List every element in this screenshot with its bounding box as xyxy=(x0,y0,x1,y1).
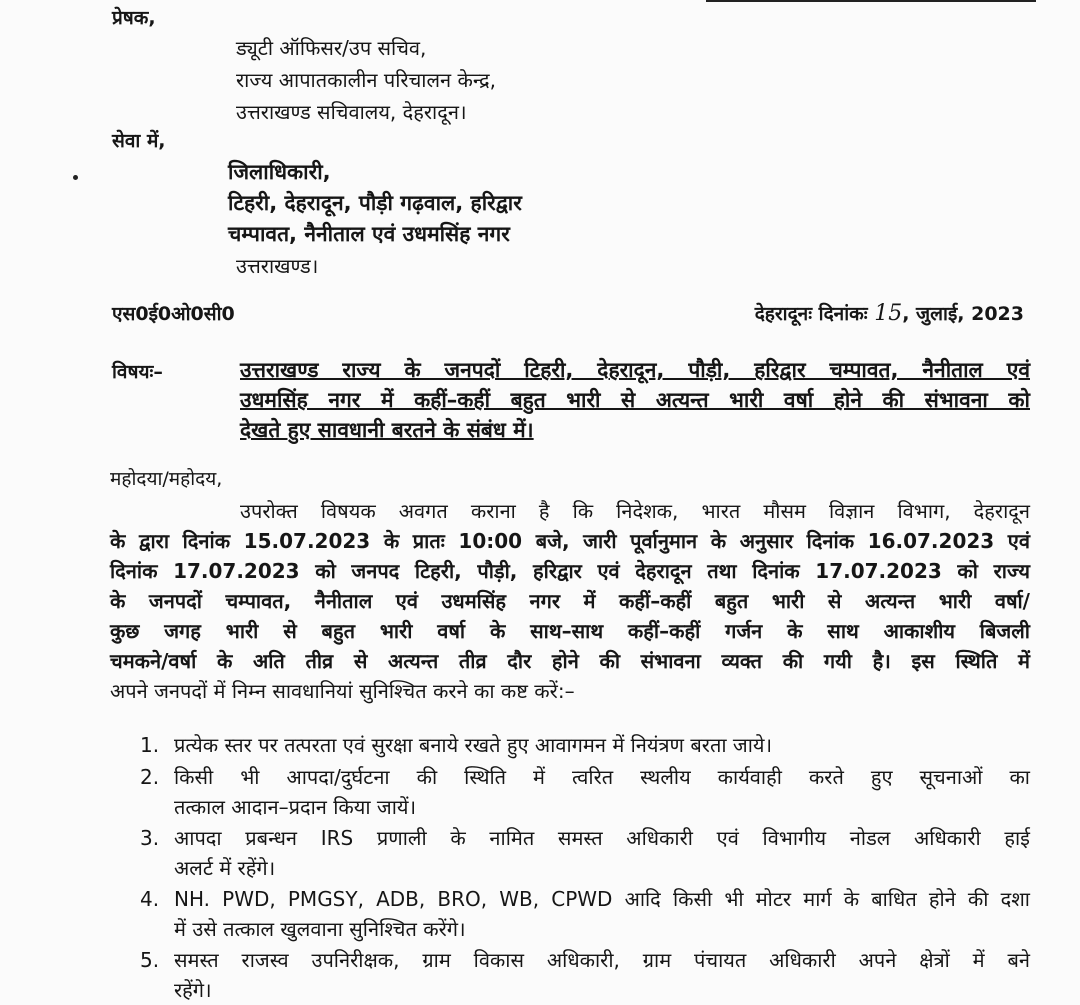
margin-dot xyxy=(73,175,78,180)
recipient-districts-1: टिहरी, देहरादून, पौड़ी गढ़वाल, हरिद्वार xyxy=(228,191,522,215)
list-item-line: NH. PWD, PMGSY, ADB, BRO, WB, CPWD आदि किसी भी मोटर मार्ग के बाधित होने की दशा xyxy=(174,887,1030,911)
body-line: के जनपदों चम्पावत, नैनीताल एवं उधमसिंह नगर में कहीं–कहीं बहुत भारी से अत्यन्त भारी वर्षा/ xyxy=(110,589,1030,613)
sender-office: राज्य आपातकालीन परिचालन केन्द्र, xyxy=(236,68,497,92)
list-item-line: प्रत्येक स्तर पर तत्परता एवं सुरक्षा बनाये रखते हुए आवागमन में नियंत्रण बरता जाये। xyxy=(174,733,773,757)
list-item-number: 4. xyxy=(140,887,160,911)
top-rule xyxy=(706,0,1036,2)
subject-line: उत्तराखण्ड राज्य के जनपदों टिहरी, देहरादून, पौड़ी, हरिद्वार चम्पावत, नैनीताल एवं xyxy=(240,358,1030,382)
list-item-line: किसी भी आपदा/दुर्घटना की स्थिति में त्वरित स्थलीय कार्यवाही करते हुए सूचनाओं का xyxy=(174,765,1030,789)
subject-label: विषयः– xyxy=(112,361,163,383)
reference-number: एस0ई0ओ0सी0 xyxy=(112,303,235,325)
sender-label: प्रेषक, xyxy=(112,7,156,29)
recipient-state: उत्तराखण्ड। xyxy=(236,254,319,278)
body-line: के द्वारा दिनांक 15.07.2023 के प्रातः 10:00 बजे, जारी पूर्वानुमान के अनुसार दिनांक 16.07.2023 एवं xyxy=(110,529,1030,553)
list-item-text xyxy=(174,945,1030,1005)
list-item-text xyxy=(174,762,1030,822)
date-prefix: देहरादूनः दिनांकः xyxy=(754,303,868,325)
subject-line: उधमसिंह नगर में कहीं–कहीं बहुत भारी से अत्यन्त भारी वर्षा होने की संभावना को xyxy=(240,388,1030,412)
list-item-line: में उसे तत्काल खुलवाना सुनिश्चित करेंगे। xyxy=(174,917,466,941)
date-day-handwritten: 15 xyxy=(874,301,903,326)
list-item-line: तत्काल आदान–प्रदान किया जायें। xyxy=(174,795,417,819)
list-item-text xyxy=(174,884,1030,944)
list-item-line: रहेंगे। xyxy=(174,978,212,1002)
salutation: महोदया/महोदय, xyxy=(110,468,223,490)
list-item-line: समस्त राजस्व उपनिरीक्षक, ग्राम विकास अधिकारी, ग्राम पंचायत अधिकारी अपने क्षेत्रों में बने xyxy=(174,948,1030,972)
recipient-districts-2: चम्पावत, नैनीताल एवं उधमसिंह नगर xyxy=(228,222,510,246)
subject-text xyxy=(240,355,1030,445)
letter-date xyxy=(755,300,1024,326)
body-paragraph xyxy=(110,496,1030,706)
list-item-number: 2. xyxy=(140,765,160,789)
list-item-text xyxy=(174,823,1030,883)
body-line: कुछ जगह भारी से बहुत भारी वर्षा के साथ–साथ कहीं–कहीं गर्जन के साथ आकाशीय बिजली xyxy=(110,619,1030,643)
list-item-number: 3. xyxy=(140,826,160,850)
date-suffix: , जुलाई, 2023 xyxy=(902,303,1024,325)
list-item-line: अलर्ट में रहेंगे। xyxy=(174,856,276,880)
recipient-label: सेवा में, xyxy=(112,130,166,152)
sender-designation: ड्यूटी ऑफिसर/उप सचिव, xyxy=(236,36,427,60)
recipient-designation: जिलाधिकारी, xyxy=(228,160,331,184)
body-line: दिनांक 17.07.2023 को जनपद टिहरी, पौड़ी, हरिद्वार एवं देहरादून तथा दिनांक 17.07.2023 को राज्य xyxy=(110,559,1030,583)
subject-line: देखते हुए सावधानी बरतने के संबंध में। xyxy=(240,418,534,442)
list-item-number: 5. xyxy=(140,948,160,972)
list-item-line: आपदा प्रबन्धन IRS प्रणाली के नामित समस्त अधिकारी एवं विभागीय नोडल अधिकारी हाई xyxy=(174,826,1030,850)
list-item-text xyxy=(174,730,1030,760)
body-line: अपने जनपदों में निम्न सावधानियां सुनिश्चित करने का कष्ट करें:– xyxy=(110,679,575,703)
sender-address: उत्तराखण्ड सचिवालय, देहरादून। xyxy=(236,100,467,124)
body-line: चमकने/वर्षा के अति तीव्र से अत्यन्त तीव्र दौर होने की संभावना व्यक्त की गयी है। इस स्थिति में xyxy=(110,649,1030,673)
body-line: उपरोक्त विषयक अवगत कराना है कि निदेशक, भारत मौसम विज्ञान विभाग, देहरादून xyxy=(240,499,1030,523)
list-item-number: 1. xyxy=(140,733,160,757)
